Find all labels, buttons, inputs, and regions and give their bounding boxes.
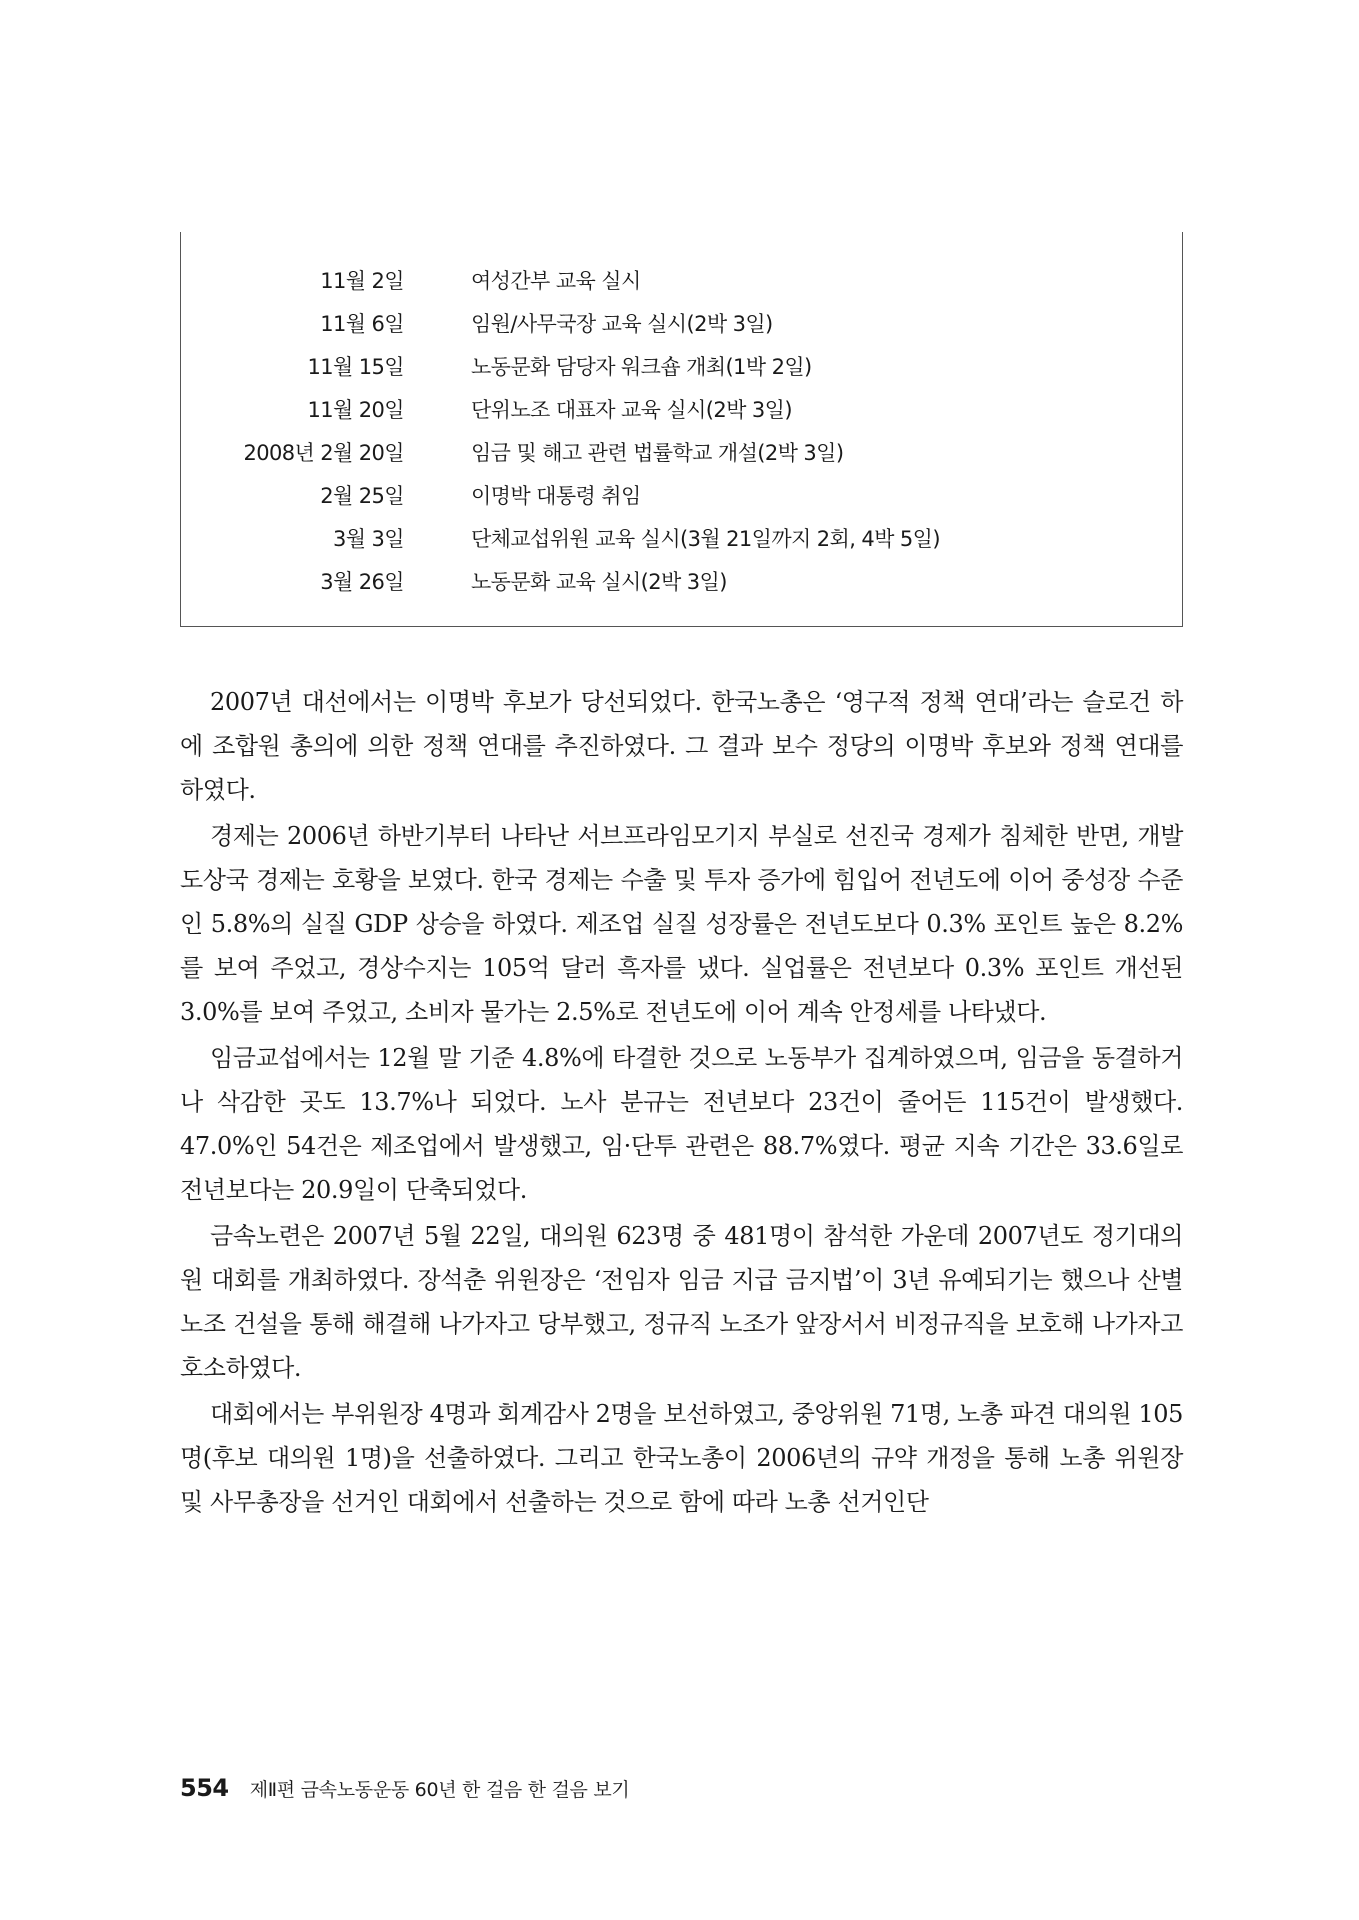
timeline-date: 11월 20일 [307, 398, 404, 422]
timeline-row [181, 562, 1182, 602]
timeline-date: 2월 25일 [320, 484, 404, 508]
timeline-date: 11월 2일 [320, 269, 404, 293]
timeline-event: 임금 및 해고 관련 법률학교 개설(2박 3일) [471, 441, 844, 465]
timeline-row [181, 390, 1182, 430]
timeline-date: 11월 6일 [320, 312, 404, 336]
page-footer [180, 1773, 629, 1806]
timeline-row [181, 347, 1182, 387]
paragraph: 대회에서는 부위원장 4명과 회계감사 2명을 보선하였고, 중앙위원 71명, 노총 파견 대의원 105명(후보 대의원 1명)을 선출하였다. 그리고 한국노총이 2006년의 규약 개정을 통해 노총 위원장 및 사무총장을 선거인 대회에서 선출하는 것으로 함에 따라 노총 선거인단 [180, 1400, 1183, 1516]
timeline-date: 3월 26일 [320, 570, 404, 594]
timeline-event: 노동문화 담당자 워크숍 개최(1박 2일) [471, 355, 812, 379]
paragraph: 금속노련은 2007년 5월 22일, 대의원 623명 중 481명이 참석한 가운데 2007년도 정기대의원 대회를 개최하였다. 장석춘 위원장은 ‘전임자 임금 지급 금지법’이 3년 유예되기는 했으나 산별 노조 건설을 통해 해결해 나가자고 당부했고, 정규직 노조가 앞장서서 비정규직을 보호해 나가자고 호소하였다. [180, 1222, 1183, 1382]
timeline-event: 임원/사무국장 교육 실시(2박 3일) [471, 312, 773, 336]
timeline-date: 11월 15일 [307, 355, 404, 379]
body-text [180, 680, 1183, 1526]
timeline-event: 단위노조 대표자 교육 실시(2박 3일) [471, 398, 792, 422]
timeline-date: 2008년 2월 20일 [243, 441, 404, 465]
timeline-row [181, 519, 1182, 559]
timeline-row [181, 304, 1182, 344]
timeline-row [181, 476, 1182, 516]
timeline-row [181, 433, 1182, 473]
timeline-event: 이명박 대통령 취임 [471, 484, 641, 508]
timeline-date: 3월 3일 [333, 527, 404, 551]
paragraph: 임금교섭에서는 12월 말 기준 4.8%에 타결한 것으로 노동부가 집계하였으며, 임금을 동결하거나 삭감한 곳도 13.7%나 되었다. 노사 분규는 전년보다 23건이 줄어든 115건이 발생했다. 47.0%인 54건은 제조업에서 발생했고, 임·단투 관련은 88.7%였다. 평균 지속 기간은 33.6일로 전년보다는 20.9일이 단축되었다. [180, 1044, 1183, 1204]
paragraph: 2007년 대선에서는 이명박 후보가 당선되었다. 한국노총은 ‘영구적 정책 연대’라는 슬로건 하에 조합원 총의에 의한 정책 연대를 추진하였다. 그 결과 보수 정당의 이명박 후보와 정책 연대를 하였다. [180, 688, 1183, 804]
timeline-event: 단체교섭위원 교육 실시(3월 21일까지 2회, 4박 5일) [471, 527, 940, 551]
paragraph: 경제는 2006년 하반기부터 나타난 서브프라임모기지 부실로 선진국 경제가 침체한 반면, 개발도상국 경제는 호황을 보였다. 한국 경제는 수출 및 투자 증가에 힘입어 전년도에 이어 중성장 수준인 5.8%의 실질 GDP 상승을 하였다. 제조업 실질 성장률은 전년도보다 0.3% 포인트 높은 8.2%를 보여 주었고, 경상수지는 105억 달러 흑자를 냈다. 실업률은 전년보다 0.3% 포인트 개선된 3.0%를 보여 주었고, 소비자 물가는 2.5%로 전년도에 이어 계속 안정세를 나타냈다. [180, 822, 1183, 1026]
page-number: 554 [180, 1774, 229, 1802]
running-title: 제Ⅱ편 금속노동운동 60년 한 걸음 한 걸음 보기 [249, 1779, 630, 1801]
timeline-row [181, 261, 1182, 301]
timeline-box [180, 232, 1183, 627]
timeline-event: 노동문화 교육 실시(2박 3일) [471, 570, 727, 594]
timeline-event: 여성간부 교육 실시 [471, 269, 641, 293]
